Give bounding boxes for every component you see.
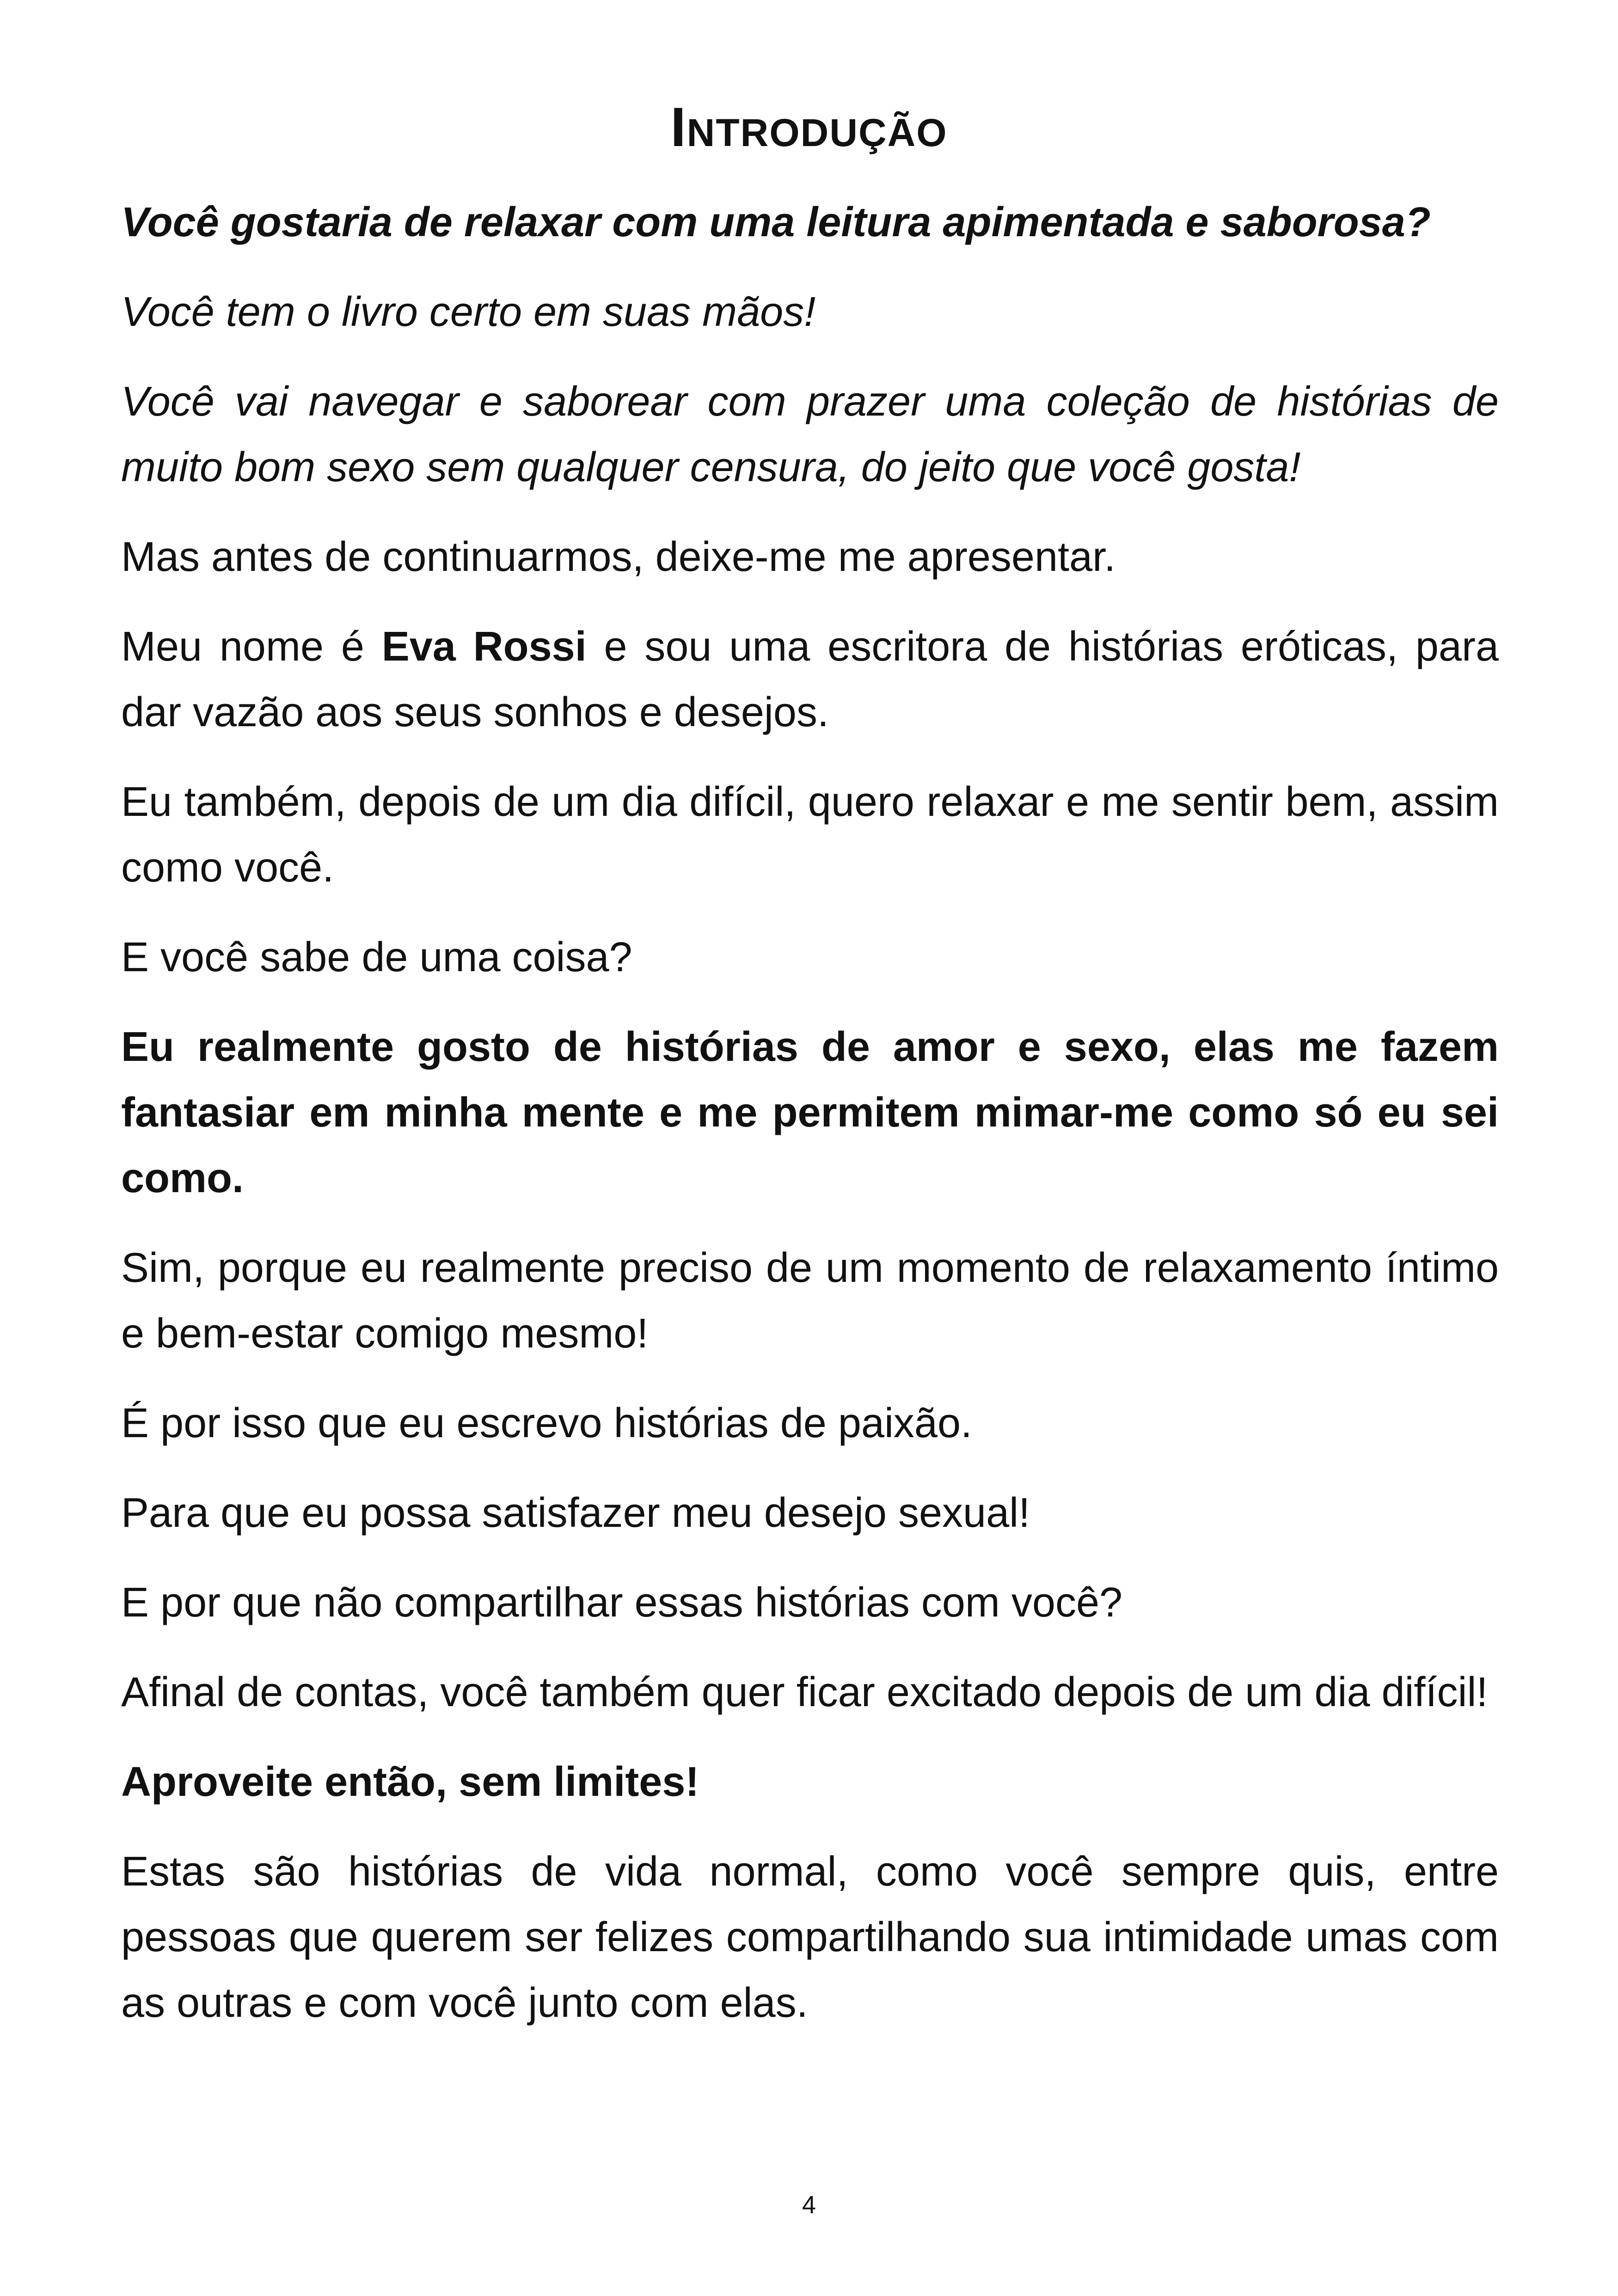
paragraph-desire: Para que eu possa satisfazer meu desejo sexual!	[121, 1490, 1030, 1536]
paragraph-enjoy: Aproveite então, sem limites!	[121, 1759, 699, 1805]
paragraph-introduce: Mas antes de continuarmos, deixe-me me apresentar.	[121, 534, 1116, 580]
paragraph-question: Você gostaria de relaxar com uma leitura apimentada e saborosa?	[121, 199, 1431, 245]
paragraph-difficult-day: Afinal de contas, você também quer ficar excitado depois de um dia difícil!	[121, 1669, 1488, 1715]
paragraph-collection: Você vai navegar e saborear com prazer uma coleção de histórias de muito bom sexo sem qualquer censura, do jeito que você gosta!	[121, 379, 1499, 490]
paragraph-love-stories: Eu realmente gosto de histórias de amor e sexo, elas me fazem fantasiar em minha mente e me permitem mimar-me como só eu sei como.	[121, 1024, 1499, 1201]
paragraph-wellbeing: Sim, porque eu realmente preciso de um momento de relaxamento íntimo e bem-estar comigo mesmo!	[121, 1245, 1499, 1357]
paragraph-author-name	[121, 614, 1499, 745]
paragraph-relax: Eu também, depois de um dia difícil, quero relaxar e me sentir bem, assim como você.	[121, 779, 1499, 891]
paragraph-right-book: Você tem o livro certo em suas mãos!	[121, 289, 816, 335]
page-title: Introdução	[670, 96, 948, 158]
author-intro-text: Meu nome é	[121, 624, 382, 670]
author-intro-rest: e sou uma escritora de histórias eróticas, para dar vazão aos seus sonhos e desejos.	[121, 624, 1499, 735]
paragraph-normal-life: Estas são histórias de vida normal, como você sempre quis, entre pessoas que querem ser felizes compartilhando sua intimidade umas com as outras e com você junto com elas.	[121, 1849, 1499, 2026]
body-text	[121, 190, 1499, 2060]
author-name: Eva Rossi	[381, 624, 587, 670]
paragraph-why-write: É por isso que eu escrevo histórias de paixão.	[121, 1400, 973, 1446]
paragraph-share: E por que não compartilhar essas histórias com você?	[121, 1580, 1123, 1626]
paragraph-question-2: E você sabe de uma coisa?	[121, 934, 632, 980]
page-number: 4	[802, 2191, 816, 2219]
